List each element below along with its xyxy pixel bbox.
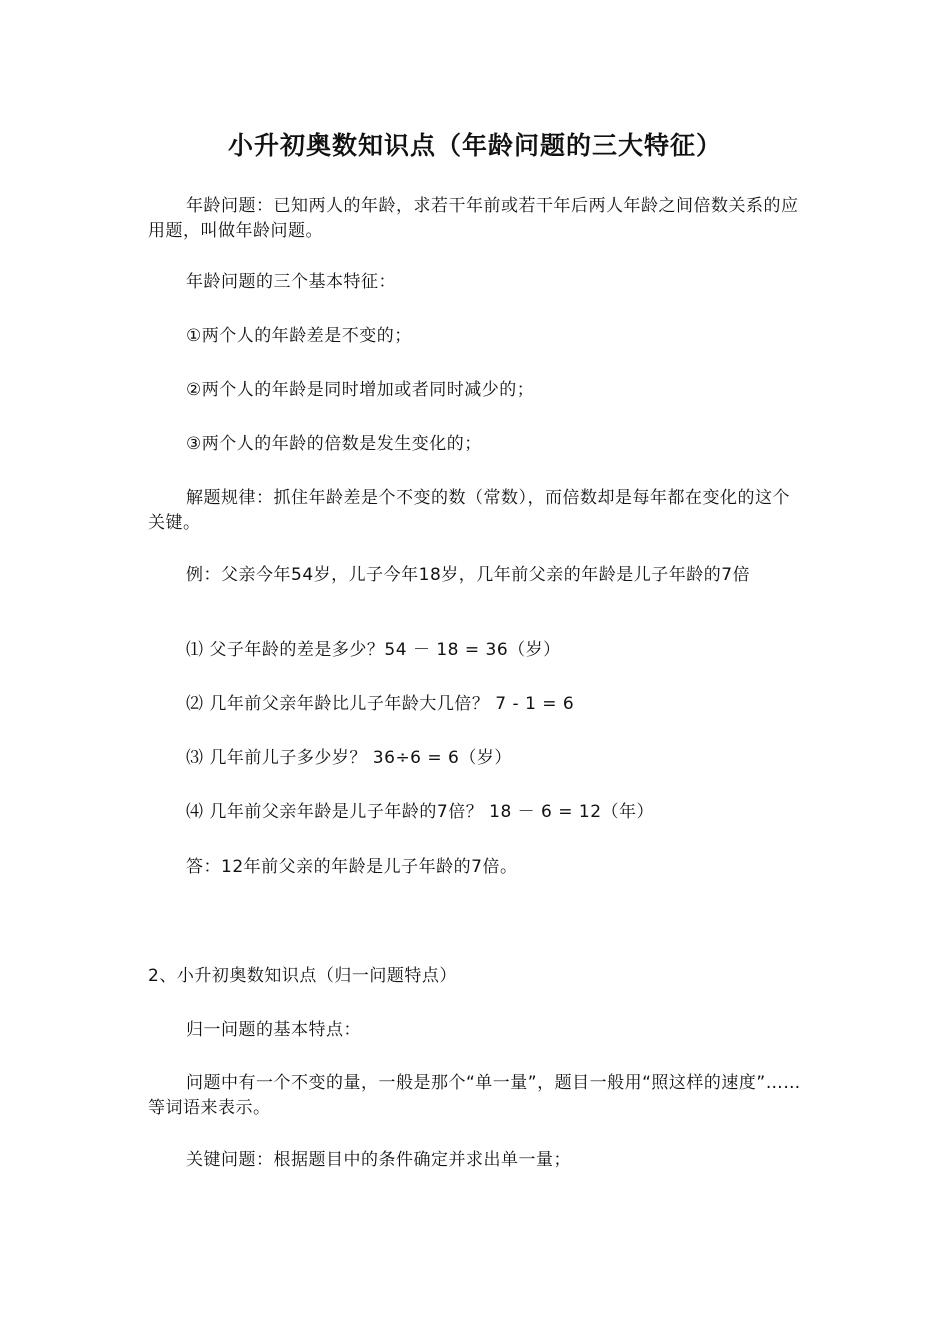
example-step-2: ⑵ 几年前父亲年龄比儿子年龄大几倍？ 7 - 1 = 6	[186, 694, 575, 714]
feature-item-1: ①两个人的年龄差是不变的；	[186, 326, 412, 346]
features-heading: 年龄问题的三个基本特征：	[186, 272, 396, 292]
example-step-4: ⑷ 几年前父亲年龄是儿子年龄的7倍？ 18 － 6 = 12（年）	[186, 802, 655, 822]
feature-item-2: ②两个人的年龄是同时增加或者同时减少的；	[186, 380, 535, 400]
definition-paragraph: 年龄问题：已知两人的年龄，求若干年前或若干年后两人年龄之间倍数关系的应用题，叫做年龄问题。	[148, 196, 799, 241]
unit-problem-heading: 归一问题的基本特点：	[186, 1020, 361, 1040]
example-step-1: ⑴ 父子年龄的差是多少？54 － 18 = 36（岁）	[186, 640, 561, 660]
solving-rule-paragraph: 解题规律：抓住年龄差是个不变的数（常数），而倍数却是每年都在变化的这个关键。	[148, 488, 790, 533]
example-answer: 答：12年前父亲的年龄是儿子年龄的7倍。	[186, 857, 518, 877]
example-paragraph: 例：父亲今年54岁，儿子今年18岁，几年前父亲的年龄是儿子年龄的7倍	[186, 565, 751, 585]
page-title: 小升初奥数知识点（年龄问题的三大特征）	[227, 131, 722, 160]
section-2-heading: 2、小升初奥数知识点（归一问题特点）	[148, 966, 457, 986]
feature-item-3: ③两个人的年龄的倍数是发生变化的；	[186, 434, 482, 454]
unit-problem-paragraph: 问题中有一个不变的量，一般是那个“单一量”，题目一般用“照这样的速度”……等词语来表示。	[148, 1073, 801, 1118]
key-problem-paragraph: 关键问题：根据题目中的条件确定并求出单一量；	[186, 1150, 571, 1170]
example-step-3: ⑶ 几年前儿子多少岁？ 36÷6 = 6（岁）	[186, 748, 512, 768]
